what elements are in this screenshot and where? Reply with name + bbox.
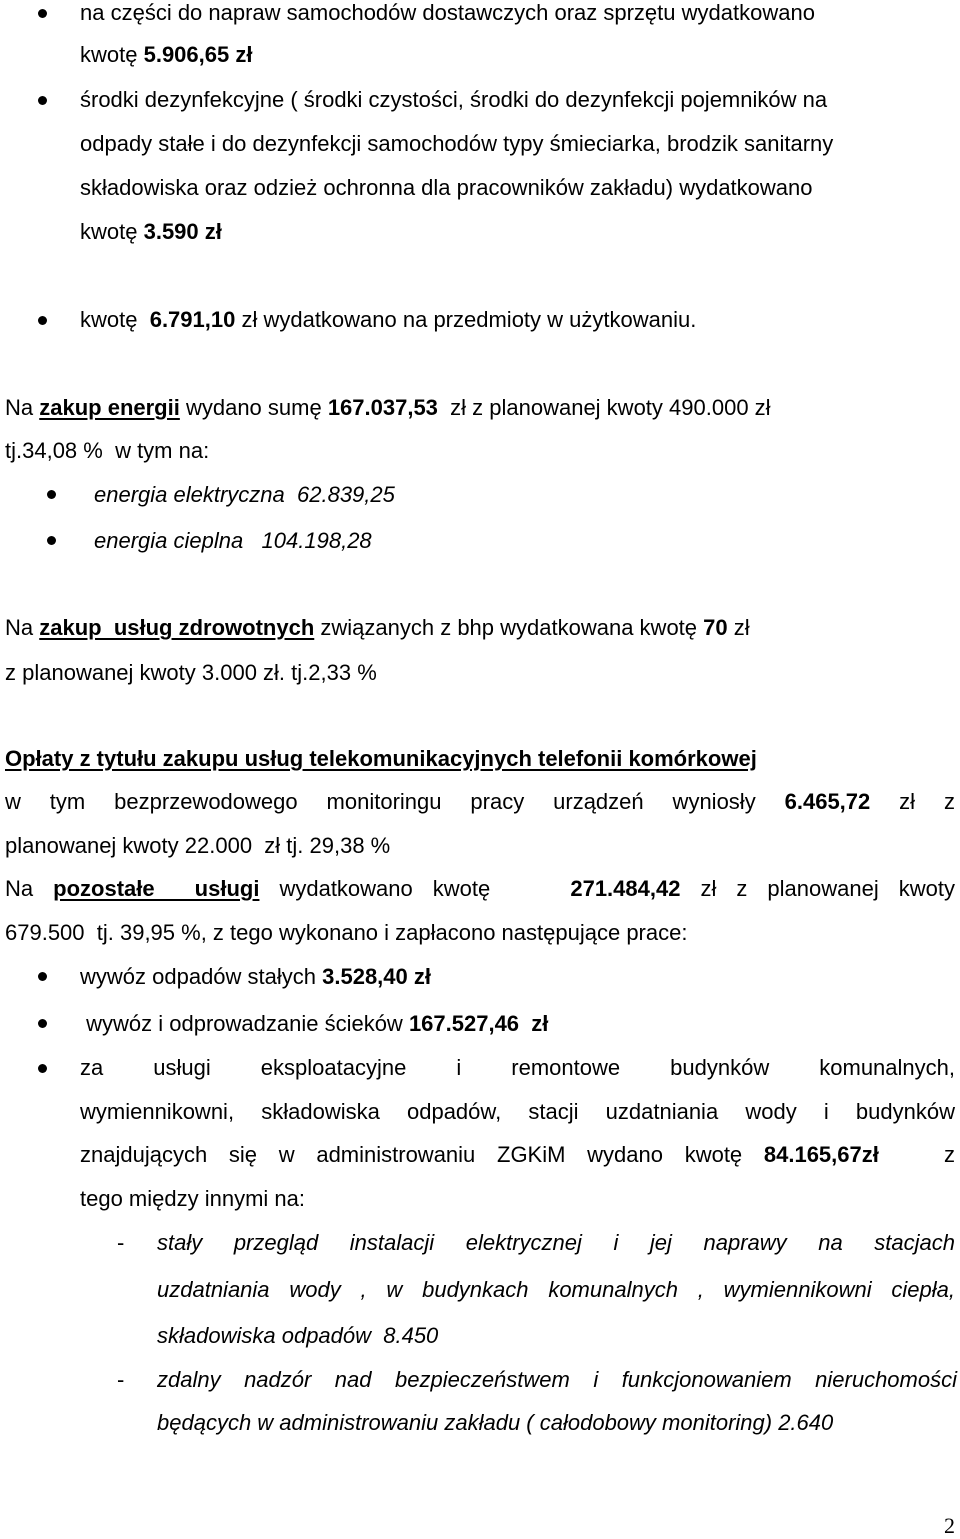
- bullet-text: kwotę 3.590 zł: [80, 219, 222, 244]
- bullet-text: odpady stałe i do dezynfekcji samochodów typy śmieciarka, brodzik sanitarny: [80, 131, 834, 156]
- bullet-marker: [38, 972, 47, 981]
- sub-item: zdalny nadzór nad bezpieczeństwem i funkcjonowaniem nieruchomości: [157, 1367, 957, 1392]
- bullet-text: na części do napraw samochodów dostawczych oraz sprzętu wydatkowano: [80, 0, 815, 25]
- work-item: za usługi eksploatacyjne i remontowe budynków komunalnych,: [80, 1055, 955, 1080]
- dash-marker: -: [117, 1230, 125, 1255]
- sub-item: składowiska odpadów 8.450: [157, 1323, 439, 1348]
- bullet-marker: [38, 316, 47, 325]
- health-paragraph: z planowanej kwoty 3.000 zł. tj.2,33 %: [5, 660, 377, 685]
- telecom-heading: Opłaty z tytułu zakupu usług telekomunikacyjnych telefonii komórkowej: [5, 746, 757, 771]
- energy-item: energia elektryczna 62.839,25: [94, 482, 395, 507]
- bullet-text: składowiska oraz odzież ochronna dla pracowników zakładu) wydatkowano: [80, 175, 813, 200]
- bullet-marker: [38, 96, 47, 105]
- energy-item: energia cieplna 104.198,28: [94, 528, 372, 553]
- bullet-text: kwotę 6.791,10 zł wydatkowano na przedmioty w użytkowaniu.: [80, 307, 697, 332]
- bullet-marker: [38, 1019, 47, 1028]
- work-item: znajdujących się w administrowaniu ZGKiM wydano kwotę 84.165,67zł z: [80, 1142, 955, 1167]
- work-item: tego między innymi na:: [80, 1186, 305, 1211]
- other-services-paragraph: Na pozostałe usługi wydatkowano kwotę 271.484,42 zł z planowanej kwoty: [5, 876, 955, 901]
- telecom-paragraph: planowanej kwoty 22.000 zł tj. 29,38 %: [5, 833, 391, 858]
- sub-item: będących w administrowaniu zakładu ( całodobowy monitoring) 2.640: [157, 1410, 834, 1435]
- sub-item: stały przegląd instalacji elektrycznej i jej naprawy na stacjach: [157, 1230, 955, 1255]
- bullet-marker: [38, 1064, 47, 1073]
- sub-item: uzdatniania wody , w budynkach komunalnych , wymiennikowni ciepła,: [157, 1277, 955, 1302]
- health-paragraph: Na zakup usług zdrowotnych związanych z bhp wydatkowana kwotę 70 zł: [5, 615, 750, 640]
- bullet-marker: [47, 536, 56, 545]
- bullet-marker: [47, 490, 56, 499]
- page-number: 2: [944, 1513, 955, 1538]
- work-item: wywóz i odprowadzanie ścieków 167.527,46 zł: [80, 1011, 549, 1036]
- energy-paragraph: Na zakup energii wydano sumę 167.037,53 zł z planowanej kwoty 490.000 zł: [5, 395, 771, 420]
- energy-paragraph: tj.34,08 % w tym na:: [5, 438, 210, 463]
- bullet-marker: [38, 9, 47, 18]
- other-services-paragraph: 679.500 tj. 39,95 %, z tego wykonano i zapłacono następujące prace:: [5, 920, 688, 945]
- bullet-text: środki dezynfekcyjne ( środki czystości, środki do dezynfekcji pojemników na: [80, 87, 828, 112]
- dash-marker: -: [117, 1367, 125, 1392]
- work-item: wymiennikowni, składowiska odpadów, stacji uzdatniania wody i budynków: [80, 1099, 955, 1124]
- work-item: wywóz odpadów stałych 3.528,40 zł: [80, 964, 431, 989]
- bullet-text: kwotę 5.906,65 zł: [80, 42, 253, 67]
- telecom-paragraph: w tym bezprzewodowego monitoringu pracy urządzeń wyniosły 6.465,72 zł z: [5, 789, 955, 814]
